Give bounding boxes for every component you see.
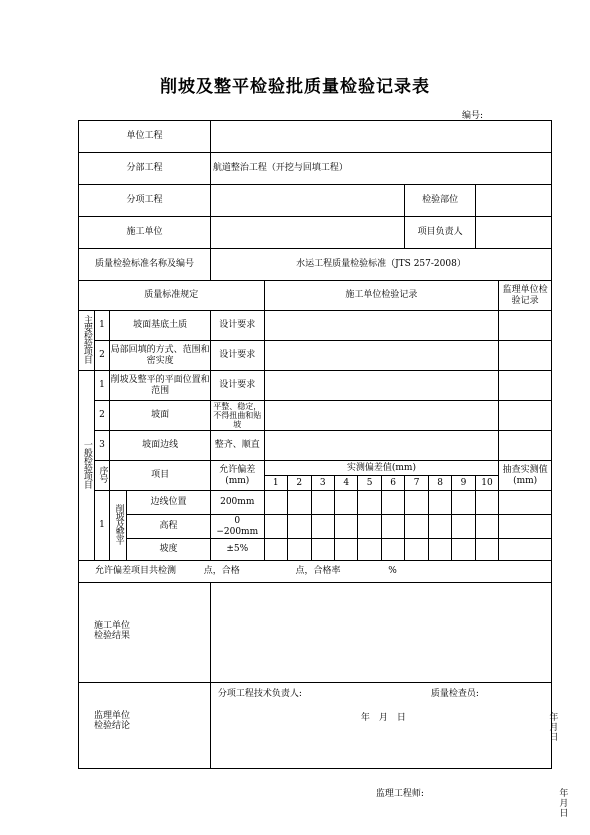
measure-no: 10: [475, 476, 498, 491]
spot-cell[interactable]: [499, 539, 552, 561]
measure-cell[interactable]: [405, 491, 428, 515]
spot-cell[interactable]: [499, 515, 552, 539]
page-title: 削坡及整平检验批质量检验记录表: [160, 77, 430, 97]
main-item-group: 主要检验项目: [79, 311, 95, 371]
general-item-group: 一般检验项目: [79, 371, 95, 561]
measure-no: 1: [264, 476, 287, 491]
deviation-item-allow: ±5%: [210, 539, 264, 561]
measure-cell[interactable]: [405, 539, 428, 561]
measure-cell[interactable]: [334, 539, 357, 561]
measure-cell[interactable]: [381, 491, 404, 515]
deviation-item-allow: 200mm: [210, 491, 264, 515]
general-item-record[interactable]: [264, 371, 499, 401]
supervise-record-header: 监理单位检验记录: [499, 281, 552, 311]
general-item-no: 3: [94, 431, 110, 461]
quality-standard-header: 质量标准规定: [79, 281, 265, 311]
main-item-no: 1: [94, 311, 110, 341]
measure-cell[interactable]: [334, 491, 357, 515]
measure-cell[interactable]: [381, 515, 404, 539]
general-item-supervise[interactable]: [499, 371, 552, 401]
measure-no: 9: [452, 476, 475, 491]
measure-cell[interactable]: [452, 491, 475, 515]
construct-result-label: 施工单位检验结果: [94, 621, 131, 642]
measure-cell[interactable]: [358, 515, 381, 539]
measure-no: 5: [358, 476, 381, 491]
measure-cell[interactable]: [475, 515, 498, 539]
measure-no: 2: [288, 476, 311, 491]
construct-result-label-cell: [79, 583, 211, 683]
standard-value: 水运工程质量检验标准（JTS 257-2008）: [210, 249, 551, 281]
measure-cell[interactable]: [264, 491, 287, 515]
main-item-record[interactable]: [264, 341, 499, 371]
inspector-label: 质量检查员:: [430, 688, 479, 699]
allow-header: 允许偏差(mm): [210, 461, 264, 491]
construct-unit-label: 施工单位: [79, 217, 211, 249]
measure-cell[interactable]: [311, 491, 334, 515]
main-item-supervise[interactable]: [499, 311, 552, 341]
construct-date-1: 年 月 日: [360, 712, 406, 723]
general-item-req: 平整、稳定，不得扭曲和贴坡: [210, 401, 264, 431]
summary-points2: 点，合格率: [295, 566, 341, 577]
general-item-supervise[interactable]: [499, 401, 552, 431]
sub-project-value[interactable]: 航道整治工程（开挖与回填工程）: [210, 153, 551, 185]
unit-project-label: 单位工程: [79, 121, 211, 153]
spot-header: 抽查实测值(mm): [499, 461, 552, 491]
project-manager-label: 项目负责人: [405, 217, 475, 249]
construct-result-area[interactable]: [210, 583, 568, 744]
measure-cell[interactable]: [311, 539, 334, 561]
measure-cell[interactable]: [381, 539, 404, 561]
engineer-label: 监理工程师:: [375, 788, 424, 799]
measure-cell[interactable]: [428, 515, 451, 539]
general-item-supervise[interactable]: [499, 431, 552, 461]
summary-points: 点，合格: [203, 566, 240, 577]
main-item-req: 设计要求: [210, 311, 264, 341]
measure-cell[interactable]: [452, 539, 475, 561]
measured-header: 实测偏差值(mm): [264, 461, 499, 476]
supervise-date: 年 月 日: [559, 788, 578, 820]
measure-no: 6: [381, 476, 404, 491]
general-item-req: 设计要求: [210, 371, 264, 401]
main-item-req: 设计要求: [210, 341, 264, 371]
summary-row: [79, 561, 552, 583]
main-item-name: 坡面基底土质: [110, 311, 211, 341]
item-project-value[interactable]: [210, 185, 404, 217]
deviation-group-label: 削坡及整平: [110, 491, 127, 561]
supervise-result-label: 监理单位检验结论: [94, 711, 131, 732]
main-item-no: 2: [94, 341, 110, 371]
measure-cell[interactable]: [452, 515, 475, 539]
standard-label: 质量检验标准名称及编号: [79, 249, 211, 281]
measure-cell[interactable]: [358, 491, 381, 515]
construct-date-2: 年 月 日: [549, 712, 568, 744]
general-item-no: 2: [94, 401, 110, 431]
code-label: 编号:: [462, 111, 484, 121]
measure-no: 4: [334, 476, 357, 491]
general-item-req: 整齐、顺直: [210, 431, 264, 461]
inspect-location-value[interactable]: [475, 185, 551, 217]
inspect-location-label: 检验部位: [405, 185, 475, 217]
seq-header: 序号: [97, 465, 108, 482]
inspection-table: [78, 120, 578, 820]
measure-cell[interactable]: [428, 491, 451, 515]
construct-record-header: 施工单位检验记录: [264, 281, 499, 311]
measure-cell[interactable]: [264, 515, 287, 539]
deviation-group-no: 1: [94, 491, 110, 561]
summary-percent: %: [388, 566, 397, 577]
construct-unit-value[interactable]: [210, 217, 404, 249]
general-item-name: 坡面边线: [110, 431, 211, 461]
unit-project-value[interactable]: [210, 121, 551, 153]
measure-no: 3: [311, 476, 334, 491]
measure-cell[interactable]: [288, 539, 311, 561]
measure-cell[interactable]: [358, 539, 381, 561]
general-item-record[interactable]: [264, 431, 499, 461]
deviation-item-name: 边线位置: [127, 491, 211, 515]
sub-project-label: 分部工程: [79, 153, 211, 185]
item-header: 项目: [110, 461, 211, 491]
general-item-record[interactable]: [264, 401, 499, 431]
measure-cell[interactable]: [428, 539, 451, 561]
measure-cell[interactable]: [264, 539, 287, 561]
general-item-name: 削坡及整平的平面位置和范围: [110, 371, 211, 401]
measure-cell[interactable]: [475, 491, 498, 515]
measure-no: 7: [405, 476, 428, 491]
measure-no: 8: [428, 476, 451, 491]
spot-cell[interactable]: [499, 491, 552, 515]
item-project-label: 分项工程: [79, 185, 211, 217]
supervise-result-label-cell: [79, 683, 211, 769]
measure-cell[interactable]: [311, 515, 334, 539]
project-manager-value[interactable]: [475, 217, 551, 249]
main-item-name: 局部回填的方式、范围和密实度: [110, 341, 211, 371]
deviation-item-name: 高程: [127, 515, 211, 539]
measure-cell[interactable]: [405, 515, 428, 539]
measure-cell[interactable]: [288, 515, 311, 539]
deviation-item-name: 坡度: [127, 539, 211, 561]
measure-cell[interactable]: [475, 539, 498, 561]
measure-cell[interactable]: [288, 491, 311, 515]
main-item-record[interactable]: [264, 311, 499, 341]
deviation-item-allow: 0 −200mm: [210, 515, 264, 539]
summary-prefix: 允许偏差项目共检测: [95, 566, 177, 577]
main-item-supervise[interactable]: [499, 341, 552, 371]
general-item-no: 1: [94, 371, 110, 401]
measure-cell[interactable]: [334, 515, 357, 539]
tech-lead-label: 分项工程技术负责人:: [217, 688, 302, 699]
general-item-name: 坡面: [110, 401, 211, 431]
